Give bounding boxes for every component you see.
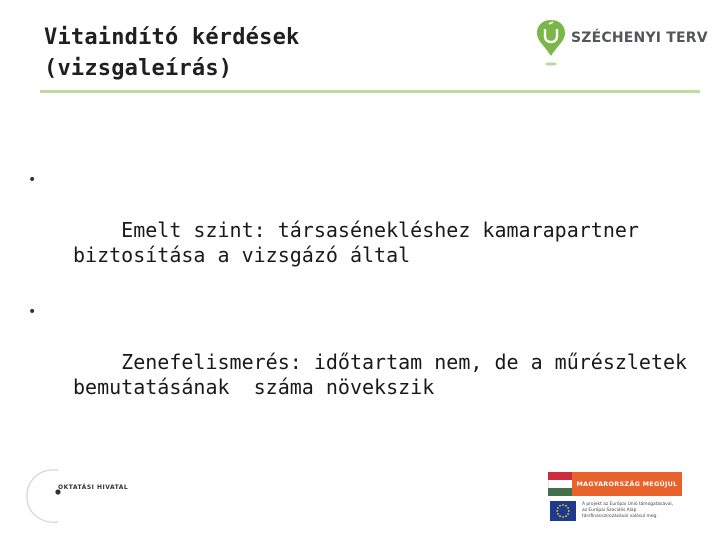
eu-funding-line: A projekt az Európai Unió támogatásával,: [582, 502, 674, 507]
bullet-text: Emelt szint: társaséneklés​hez kamarapartner biztosítása a vizsgázó által: [73, 218, 651, 267]
eu-flag-icon: [550, 501, 576, 521]
bullet-item: [28, 300, 700, 425]
szechenyi-terv-text: SZÉCHENYI TERV: [571, 30, 708, 46]
eu-funding-note: [550, 501, 684, 525]
title-divider: [40, 90, 700, 93]
slide-title-line-1: Vitaindító kérdések: [44, 25, 300, 50]
hungarian-flag-icon: [548, 472, 572, 496]
oktatasi-hivatal-text: OKTATÁSI HIVATAL: [58, 484, 129, 491]
szechenyi-terv-logo: [536, 18, 716, 70]
bullet-dot-icon: •: [28, 172, 37, 188]
magyarorszag-megujul-banner: [548, 472, 682, 496]
bullet-list: [28, 168, 700, 432]
banner-text: MAGYARORSZÁG MEGÚJUL: [572, 472, 682, 496]
bullet-dot-icon: •: [28, 304, 37, 320]
eu-funding-line: társfinanszírozásával valósul meg.: [582, 514, 658, 519]
oktatasi-hivatal-icon: [24, 466, 84, 526]
szechenyi-leaf-u-icon: [536, 18, 566, 70]
slide-title: [44, 22, 299, 84]
eu-funding-line: az Európai Szociális Alap: [582, 508, 637, 513]
bullet-item: [28, 168, 688, 293]
slide-title-line-2: (vizsgaleírás): [44, 56, 233, 81]
oktatasi-hivatal-logo: [24, 466, 154, 526]
bullet-text: Zenefelismerés: időtartam nem, de a műrészletek bemutatásának száma növekszik: [73, 350, 700, 399]
magyarorszag-megujul-logo: [548, 470, 682, 526]
eu-funding-text: [582, 502, 673, 520]
